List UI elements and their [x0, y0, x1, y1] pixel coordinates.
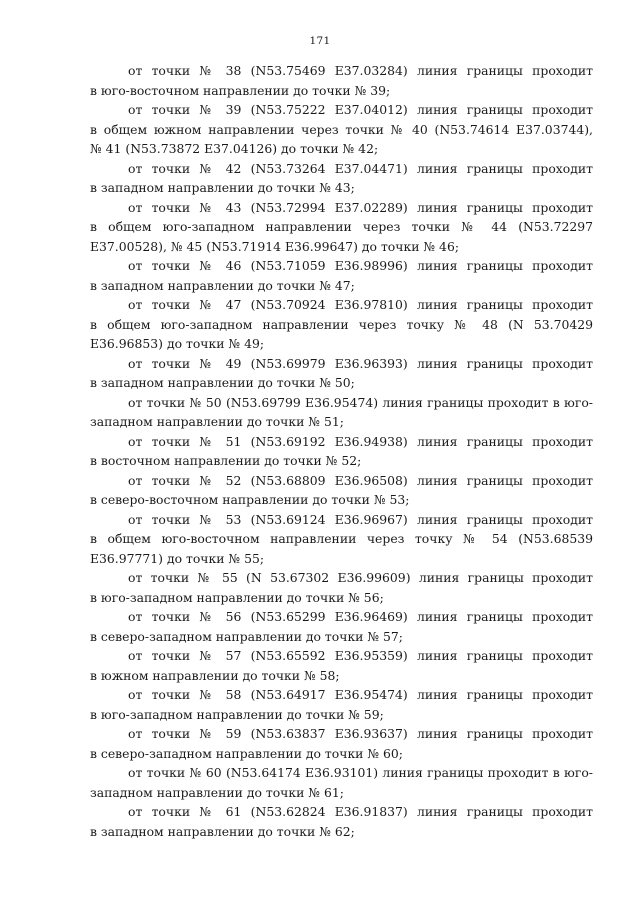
boundary-paragraph — [90, 607, 593, 646]
paragraph-line: в общем юго-западном направлении через точки № 44 (N53.72297 — [90, 219, 593, 234]
paragraph-line: в северо-восточном направлении до точки № 53; — [90, 492, 410, 507]
boundary-paragraph — [90, 471, 593, 510]
boundary-paragraph — [90, 802, 593, 841]
paragraph-line: в западном направлении до точки № 43; — [90, 180, 355, 195]
paragraph-line: от точки № 47 (N53.70924 E36.97810) линия границы проходит — [128, 297, 593, 312]
paragraph-line: E36.96853) до точки № 49; — [90, 336, 265, 351]
paragraph-line: от точки № 43 (N53.72994 E37.02289) линия границы проходит — [128, 199, 593, 215]
paragraph-line: от точки № 46 (N53.71059 E36.98996) линия границы проходит — [128, 258, 593, 273]
paragraph-line: в общем юго-западном направлении через точку № 48 (N 53.70429 — [90, 316, 593, 332]
paragraph-line: E36.97771) до точки № 55; — [90, 550, 265, 566]
paragraph-line: от точки № 51 (N53.69192 E36.94938) линия границы проходит — [128, 433, 593, 449]
boundary-paragraph — [90, 256, 593, 295]
paragraph-line: от точки № 56 (N53.65299 E36.96469) линия границы проходит — [128, 609, 593, 624]
paragraph-line: от точки № 57 (N53.65592 E36.95359) линия границы проходит — [128, 648, 593, 663]
paragraph-line: в северо-западном направлении до точки № 60; — [90, 745, 403, 761]
paragraph-line: от точки № 39 (N53.75222 E37.04012) линия границы проходит — [128, 102, 593, 117]
paragraph-line: от точки № 38 (N53.75469 E37.03284) линия границы проходит — [128, 63, 593, 78]
paragraph-line: от точки № 52 (N53.68809 E36.96508) линия границы проходит — [128, 472, 593, 488]
paragraph-line: от точки № 61 (N53.62824 E36.91837) линия границы проходит — [128, 804, 593, 819]
paragraph-line: от точки № 58 (N53.64917 E36.95474) линия границы проходит — [128, 687, 593, 702]
paragraph-line: в южном направлении до точки № 58; — [90, 667, 340, 683]
paragraph-line: E37.00528), № 45 (N53.71914 E36.99647) до точки № 46; — [90, 238, 460, 254]
boundary-paragraph — [90, 763, 593, 802]
paragraph-line: в юго-западном направлении до точки № 56; — [90, 589, 384, 605]
paragraph-line: в северо-западном направлении до точки № 57; — [90, 628, 403, 644]
paragraph-line: в юго-западном направлении до точки № 59; — [90, 706, 384, 722]
boundary-paragraph — [90, 724, 593, 763]
paragraph-line: в юго-восточном направлении до точки № 39; — [90, 82, 391, 98]
paragraph-line: в западном направлении до точки № 50; — [90, 375, 355, 390]
boundary-paragraph — [90, 646, 593, 685]
paragraph-line: в западном направлении до точки № 62; — [90, 823, 355, 839]
paragraph-line: в западном направлении до точки № 47; — [90, 277, 355, 293]
paragraph-line: от точки № 60 (N53.64174 E36.93101) линия границы проходит в юго- — [128, 765, 593, 780]
boundary-paragraph — [90, 685, 593, 724]
paragraph-line: в общем юго-восточном направлении через точку № 54 (N53.68539 — [90, 531, 593, 546]
paragraph-line: от точки № 53 (N53.69124 E36.96967) линия границы проходит — [128, 511, 593, 527]
paragraph-line: западном направлении до точки № 51; — [90, 414, 344, 429]
boundary-paragraph — [90, 432, 593, 471]
boundary-paragraph — [90, 568, 593, 607]
boundary-paragraph — [90, 198, 593, 257]
paragraph-line: в восточном направлении до точки № 52; — [90, 453, 362, 468]
paragraph-line: от точки № 49 (N53.69979 E36.96393) линия границы проходит — [128, 355, 593, 371]
boundary-paragraph — [90, 393, 593, 432]
page-number: 171 — [309, 35, 331, 47]
boundary-paragraph — [90, 159, 593, 198]
paragraph-line: от точки № 50 (N53.69799 E36.95474) линия границы проходит в юго- — [128, 394, 593, 410]
paragraph-line: № 41 (N53.73872 E37.04126) до точки № 42; — [90, 141, 379, 156]
paragraph-line: от точки № 42 (N53.73264 E37.04471) линия границы проходит — [128, 160, 593, 176]
paragraph-line: в общем южном направлении через точки № 40 (N53.74614 E37.03744), — [90, 121, 593, 137]
boundary-paragraph — [90, 61, 593, 100]
boundary-paragraph — [90, 100, 593, 159]
paragraph-line: от точки № 59 (N53.63837 E36.93637) линия границы проходит — [128, 726, 593, 741]
boundary-paragraph — [90, 354, 593, 393]
paragraph-line: от точки № 55 (N 53.67302 E36.99609) линия границы проходит — [128, 570, 593, 585]
paragraph-line: западном направлении до точки № 61; — [90, 784, 344, 800]
document-body — [90, 61, 593, 841]
boundary-paragraph — [90, 295, 593, 354]
boundary-paragraph — [90, 510, 593, 569]
